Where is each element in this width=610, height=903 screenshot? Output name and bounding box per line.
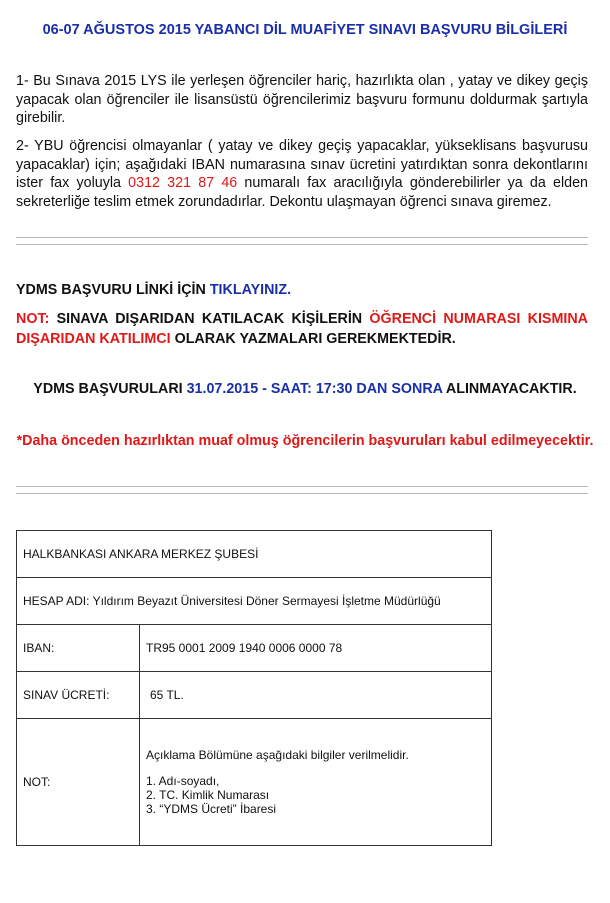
divider-top-1	[16, 237, 588, 238]
info-paragraph-1: 1- Bu Sınava 2015 LYS ile yerleşen öğrenciler hariç, hazırlıkta olan , yatay ve dikey geçiş yapacak olan öğrenciler ile lisansüstü öğrencilerimiz başvuru formunu doldurmak şartıyla girebilir.	[16, 73, 588, 126]
fee-value: 65 TL.	[140, 672, 492, 719]
note-text-2: OLARAK YAZMALARI GEREKMEKTEDİR.	[170, 331, 456, 347]
note-row-label: NOT:	[17, 719, 140, 846]
table-row	[17, 578, 492, 625]
list-item: 3. “YDMS Ücreti” İbaresi	[146, 802, 277, 816]
iban-label: IBAN:	[17, 625, 140, 672]
divider-top-2	[16, 244, 588, 245]
note-text-1: SINAVA DIŞARIDAN KATILACAK KİŞİLERİN	[49, 311, 370, 327]
divider-bottom-1	[16, 486, 588, 487]
list-item: 1. Adı-soyadı,	[146, 774, 220, 788]
note-items-list	[146, 774, 491, 816]
table-row	[17, 625, 492, 672]
divider-bottom-2	[16, 493, 588, 494]
bank-branch: HALKBANKASI ANKARA MERKEZ ŞUBESİ	[17, 531, 492, 578]
table-row	[17, 672, 492, 719]
paragraph-2-text-after: numaralı fax aracılığıyla gönderebilirler ya da elden sekreterliğe teslim etmek zorundadırlar. Dekontu ulaşmayan öğrenci sınava giremez.	[16, 175, 588, 210]
deadline-text-after: ALINMAYACAKTIR.	[442, 381, 577, 397]
note-row-content	[140, 719, 492, 846]
table-row	[17, 719, 492, 846]
deadline-notice	[0, 381, 610, 397]
fax-number: 0312 321 87 46	[128, 175, 238, 191]
application-link-label: YDMS BAŞVURU LİNKİ İÇİN	[16, 282, 210, 298]
deadline-text-before: YDMS BAŞVURULARI	[33, 381, 187, 397]
deadline-date: 31.07.2015 - SAAT: 17:30 DAN SONRA	[186, 381, 443, 397]
application-link-line	[16, 282, 590, 298]
account-name: HESAP ADI: Yıldırım Beyazıt Üniversitesi Döner Sermayesi İşletme Müdürlüğü	[17, 578, 492, 625]
info-paragraph-2	[16, 137, 588, 211]
page-title: 06-07 AĞUSTOS 2015 YABANCI DİL MUAFİYET SINAVI BAŞVURU BİLGİLERİ	[42, 22, 568, 38]
bank-info-table	[16, 530, 492, 846]
note-highlight: ÖĞRENCİ NUMARASI KISMINA DIŞARIDAN KATILIMCI	[16, 311, 588, 347]
note-intro: Açıklama Bölümüne aşağıdaki bilgiler verilmelidir.	[146, 748, 409, 762]
iban-value: TR95 0001 2009 1940 0006 0000 78	[140, 625, 492, 672]
note-label: NOT:	[16, 311, 50, 327]
list-item: 2. TC. Kimlik Numarası	[146, 788, 270, 802]
outside-participant-note	[16, 309, 588, 349]
application-link[interactable]: TIKLAYINIZ.	[209, 282, 292, 298]
fee-label: SINAV ÜCRETİ:	[17, 672, 140, 719]
exempt-warning: *Daha önceden hazırlıktan muaf olmuş öğrencilerin başvuruları kabul edilmeyecektir.	[16, 433, 594, 449]
table-row	[17, 531, 492, 578]
paragraph-2-text-before: 2- YBU öğrencisi olmayanlar ( yatay ve dikey geçiş yapacaklar, yükseklisans başvurusu yapacaklar) için; aşağıdaki IBAN numarasına sınav ücretini yatırdıktan sonra dekontlarını ister fax yoluyla	[16, 138, 588, 191]
